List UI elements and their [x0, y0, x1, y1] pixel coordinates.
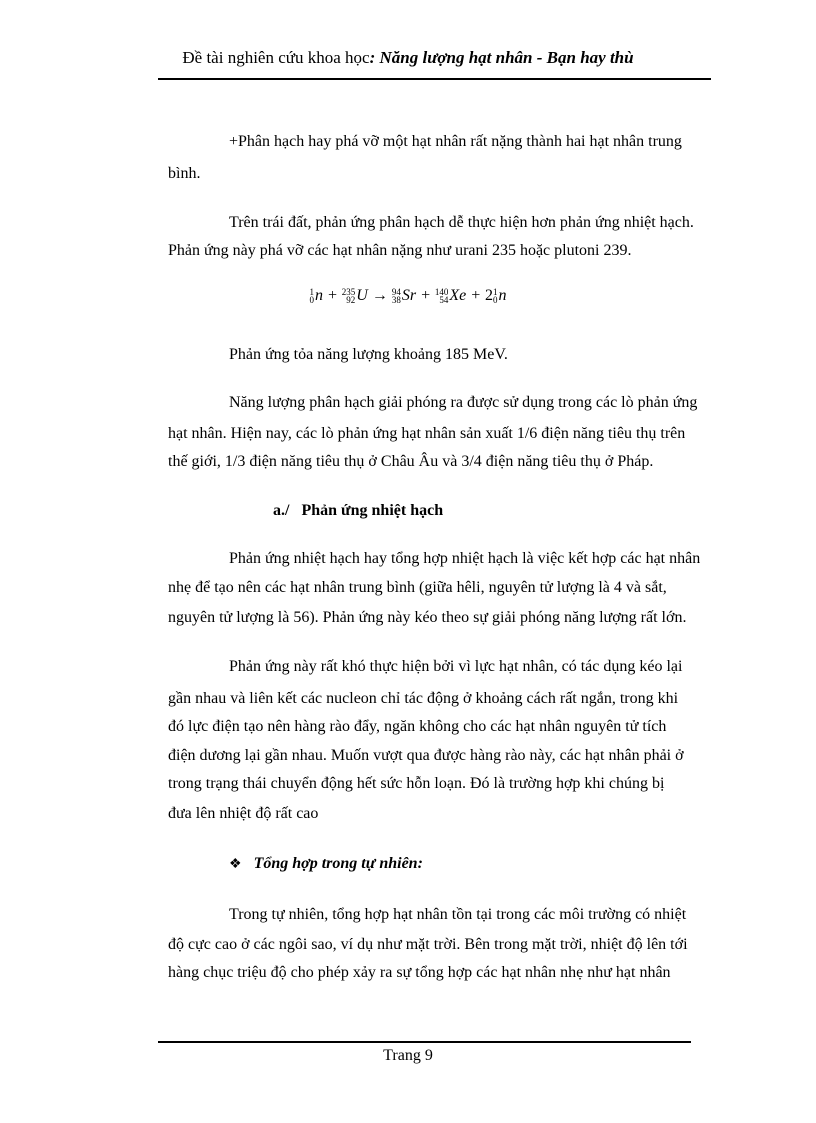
- paragraph-line: nhẹ để tạo nên các hạt nhân trung bình (giữa hêli, nguyên tử lượng là 4 và sắt,: [168, 579, 667, 596]
- header-title: : Năng lượng hạt nhân - Bạn hay thù: [369, 48, 634, 67]
- paragraph-line: bình.: [168, 165, 201, 182]
- footer-rule: [158, 1041, 691, 1043]
- paragraph-line: nguyên tử lượng là 56). Phản ứng này kéo theo sự giải phóng năng lượng rất lớn.: [168, 609, 687, 626]
- plus-sign: +: [326, 287, 338, 304]
- section-number: a./: [273, 502, 290, 519]
- page-header: [0, 48, 816, 68]
- nuclide-index: 1 0: [493, 287, 498, 306]
- section-title: Phản ứng nhiệt hạch: [301, 502, 444, 519]
- nuclide-index: 1 0: [309, 287, 314, 306]
- paragraph-line: thế giới, 1/3 điện năng tiêu thụ ở Châu Âu và 3/4 điện năng tiêu thụ ở Pháp.: [168, 453, 654, 470]
- paragraph-line: hạt nhân. Hiện nay, các lò phản ứng hạt nhân sản xuất 1/6 điện năng tiêu thụ trên: [168, 425, 686, 442]
- diamond-bullet-icon: ❖: [229, 857, 242, 872]
- paragraph-line: Phản ứng tỏa năng lượng khoảng 185 MeV.: [229, 346, 508, 363]
- subsection-title: Tổng hợp trong tự nhiên:: [253, 855, 423, 872]
- nuclide-index: 140 54: [434, 287, 449, 306]
- paragraph-line: Phản ứng này phá vỡ các hạt nhân nặng như urani 235 hoặc plutoni 239.: [168, 242, 632, 259]
- subsection-heading: [229, 855, 423, 874]
- paragraph-line: +Phân hạch hay phá vỡ một hạt nhân rất nặng thành hai hạt nhân trung: [229, 133, 682, 150]
- paragraph-line: đó lực điện tạo nên hàng rào đẩy, ngăn không cho các hạt nhân nguyên tử tích: [168, 718, 667, 735]
- coefficient: 2: [485, 287, 494, 304]
- nuclide-symbol: n: [314, 287, 323, 304]
- paragraph-line: trong trạng thái chuyển động hết sức hỗn loạn. Đó là trường hợp khi chúng bị: [168, 775, 665, 792]
- nuclide-symbol: U: [356, 287, 368, 304]
- paragraph-line: Phản ứng này rất khó thực hiện bởi vì lực hạt nhân, có tác dụng kéo lại: [229, 658, 683, 675]
- header-prefix: Đề tài nghiên cứu khoa học: [182, 48, 370, 67]
- nuclide-symbol: Xe: [449, 287, 467, 304]
- nuclide-symbol: Sr: [401, 287, 417, 304]
- reaction-arrow: →: [371, 287, 388, 304]
- paragraph-line: đưa lên nhiệt độ rất cao: [168, 805, 319, 822]
- nuclide-index: 235 92: [341, 287, 356, 306]
- paragraph-line: độ cực cao ở các ngôi sao, ví dụ như mặt trời. Bên trong mặt trời, nhiệt độ lên tới: [168, 936, 688, 953]
- paragraph-line: Năng lượng phân hạch giải phóng ra được sử dụng trong các lò phản ứng: [229, 394, 698, 411]
- plus-sign: +: [420, 287, 431, 304]
- nuclide-symbol: n: [498, 287, 507, 304]
- header-rule: [158, 78, 711, 80]
- paragraph-line: hàng chục triệu độ cho phép xảy ra sự tổng hợp các hạt nhân nhẹ như hạt nhân: [168, 964, 671, 981]
- plus-sign: +: [470, 287, 482, 304]
- paragraph-line: Phản ứng nhiệt hạch hay tổng hợp nhiệt hạch là việc kết hợp các hạt nhân: [229, 550, 701, 567]
- nuclide-index: 94 38: [391, 287, 401, 306]
- paragraph-line: gần nhau và liên kết các nucleon chỉ tác động ở khoảng cách rất ngắn, trong khi: [168, 690, 679, 707]
- paragraph-line: Trên trái đất, phản ứng phân hạch dễ thực hiện hơn phản ứng nhiệt hạch.: [229, 214, 694, 231]
- paragraph-line: Trong tự nhiên, tổng hợp hạt nhân tồn tại trong các môi trường có nhiệt: [229, 906, 687, 923]
- section-heading: [273, 502, 443, 520]
- fission-equation: [0, 287, 816, 305]
- paragraph-line: điện dương lại gần nhau. Muốn vượt qua được hàng rào này, các hạt nhân phải ở: [168, 747, 684, 764]
- page-number: Trang 9: [383, 1047, 433, 1064]
